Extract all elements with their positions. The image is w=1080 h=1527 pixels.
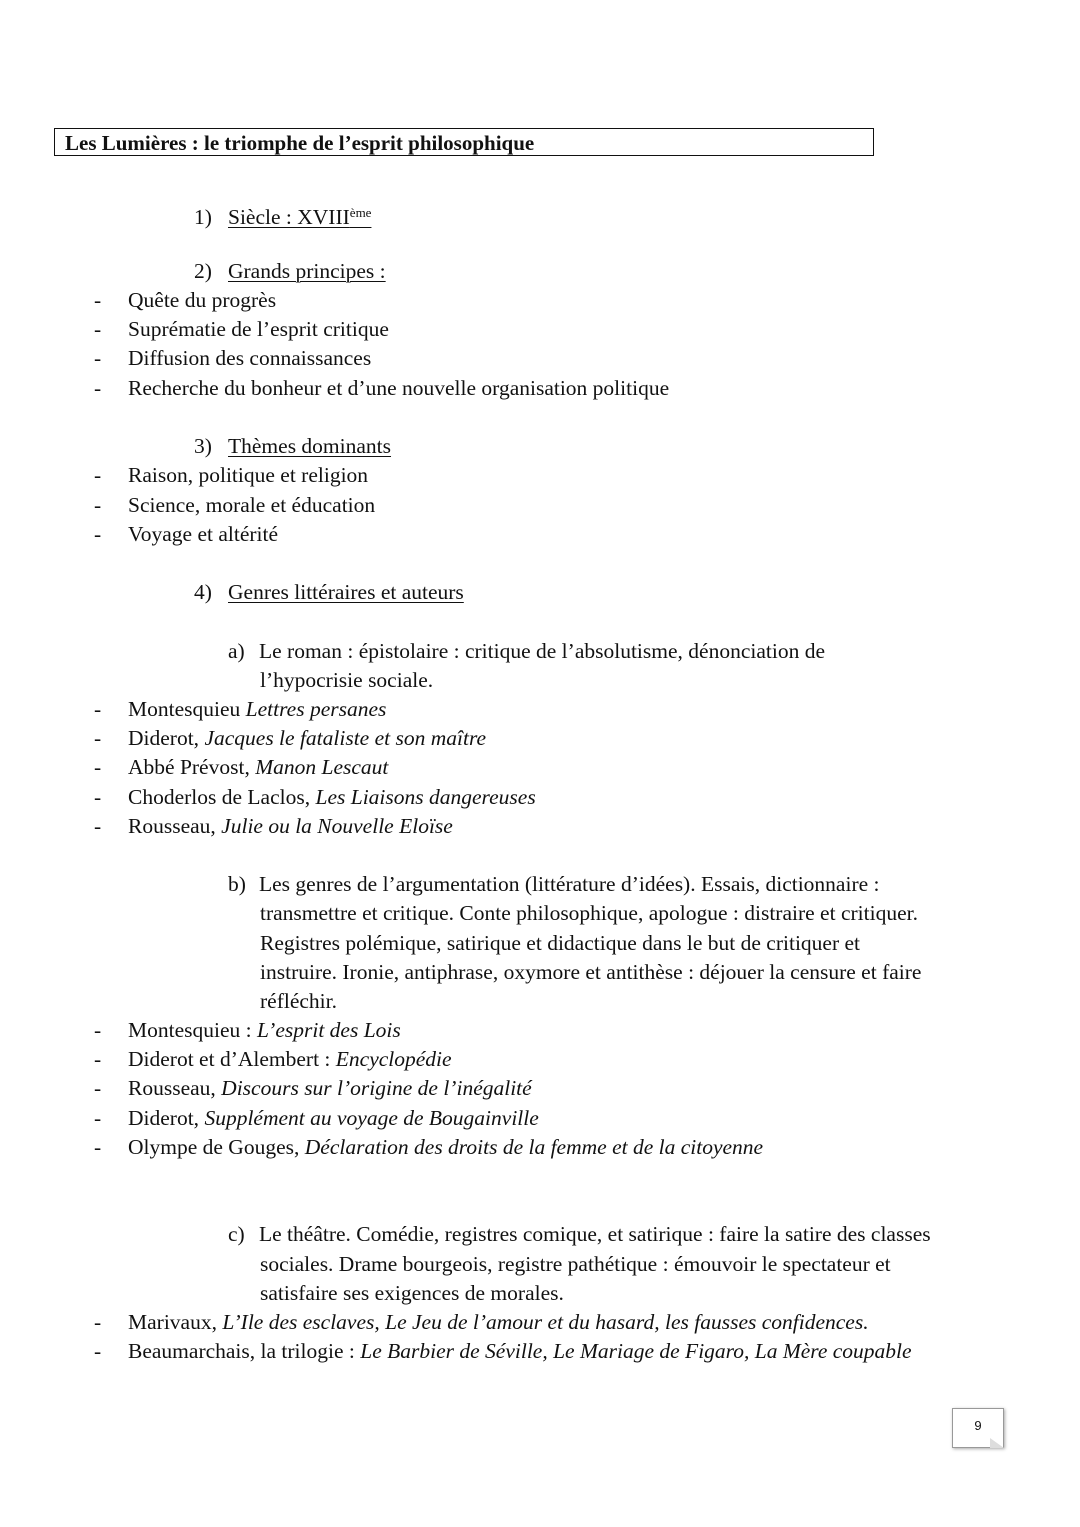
subsection-c-text: sociales. Drame bourgeois, registre pathétique : émouvoir le spectateur et <box>260 1252 891 1276</box>
section-number: 1) <box>194 205 212 229</box>
section-4-heading <box>194 578 464 607</box>
work-item: - Choderlos de Laclos, Les Liaisons dangereuses <box>94 785 536 809</box>
subsection-c-text: satisfaire ses exigences de morales. <box>260 1281 564 1305</box>
work-item: - Beaumarchais, la trilogie : Le Barbier de Séville, Le Mariage de Figaro, La Mère coupable <box>94 1339 912 1363</box>
work-item: - Abbé Prévost, Manon Lescaut <box>94 755 389 779</box>
work-item: - Rousseau, Discours sur l’origine de l’inégalité <box>94 1076 532 1100</box>
work-item: - Diderot, Supplément au voyage de Bougainville <box>94 1106 539 1130</box>
work-item: - Diderot et d’Alembert : Encyclopédie <box>94 1047 452 1071</box>
work-item: - Montesquieu Lettres persanes <box>94 697 387 721</box>
subsection-b-text: réfléchir. <box>260 989 337 1013</box>
page-number: 9 <box>952 1408 1004 1448</box>
work-item: - Olympe de Gouges, Déclaration des droits de la femme et de la citoyenne <box>94 1135 764 1159</box>
section-1-heading <box>194 198 371 232</box>
section-label: Thèmes dominants <box>228 434 392 458</box>
subsection-a-text: a) Le roman : épistolaire : critique de l’absolutisme, dénonciation de <box>228 639 825 663</box>
subsection-b-text: b) Les genres de l’argumentation (littérature d’idées). Essais, dictionnaire : <box>228 872 880 896</box>
subsection-b-text: Registres polémique, satirique et didactique dans le but de critiquer et <box>260 931 861 955</box>
section-number: 4) <box>194 580 212 604</box>
list-item: - Science, morale et éducation <box>94 493 376 517</box>
section-label: Grands principes : <box>228 259 386 283</box>
subsection-c-text: c) Le théâtre. Comédie, registres comique, et satirique : faire la satire des classes <box>228 1222 931 1246</box>
list-item: - Recherche du bonheur et d’une nouvelle organisation politique <box>94 376 670 400</box>
section-label: Siècle : XVIIIème <box>228 205 372 229</box>
list-item: - Voyage et altérité <box>94 522 279 546</box>
subsection-b-text: transmettre et critique. Conte philosophique, apologue : distraire et critiquer. <box>260 901 918 925</box>
list-item: - Quête du progrès <box>94 288 277 312</box>
work-item: - Montesquieu : L’esprit des Lois <box>94 1018 401 1042</box>
section-2-heading <box>194 257 386 286</box>
work-item: - Diderot, Jacques le fataliste et son maître <box>94 726 487 750</box>
section-label: Genres littéraires et auteurs <box>228 580 464 604</box>
page-title: Les Lumières : le triomphe de l’esprit philosophique <box>54 128 874 156</box>
section-3-heading <box>194 432 391 461</box>
list-item: - Suprématie de l’esprit critique <box>94 317 389 341</box>
list-item: - Diffusion des connaissances <box>94 346 372 370</box>
section-number: 3) <box>194 434 212 458</box>
page-curl-icon <box>990 1438 1004 1448</box>
subsection-b-text: instruire. Ironie, antiphrase, oxymore et antithèse : déjouer la censure et faire <box>260 960 922 984</box>
subsection-a-text: l’hypocrisie sociale. <box>260 668 434 692</box>
section-number: 2) <box>194 259 212 283</box>
work-item: - Rousseau, Julie ou la Nouvelle Eloïse <box>94 814 453 838</box>
work-item: - Marivaux, L’Ile des esclaves, Le Jeu de l’amour et du hasard, les fausses confidences. <box>94 1310 869 1334</box>
list-item: - Raison, politique et religion <box>94 463 369 487</box>
